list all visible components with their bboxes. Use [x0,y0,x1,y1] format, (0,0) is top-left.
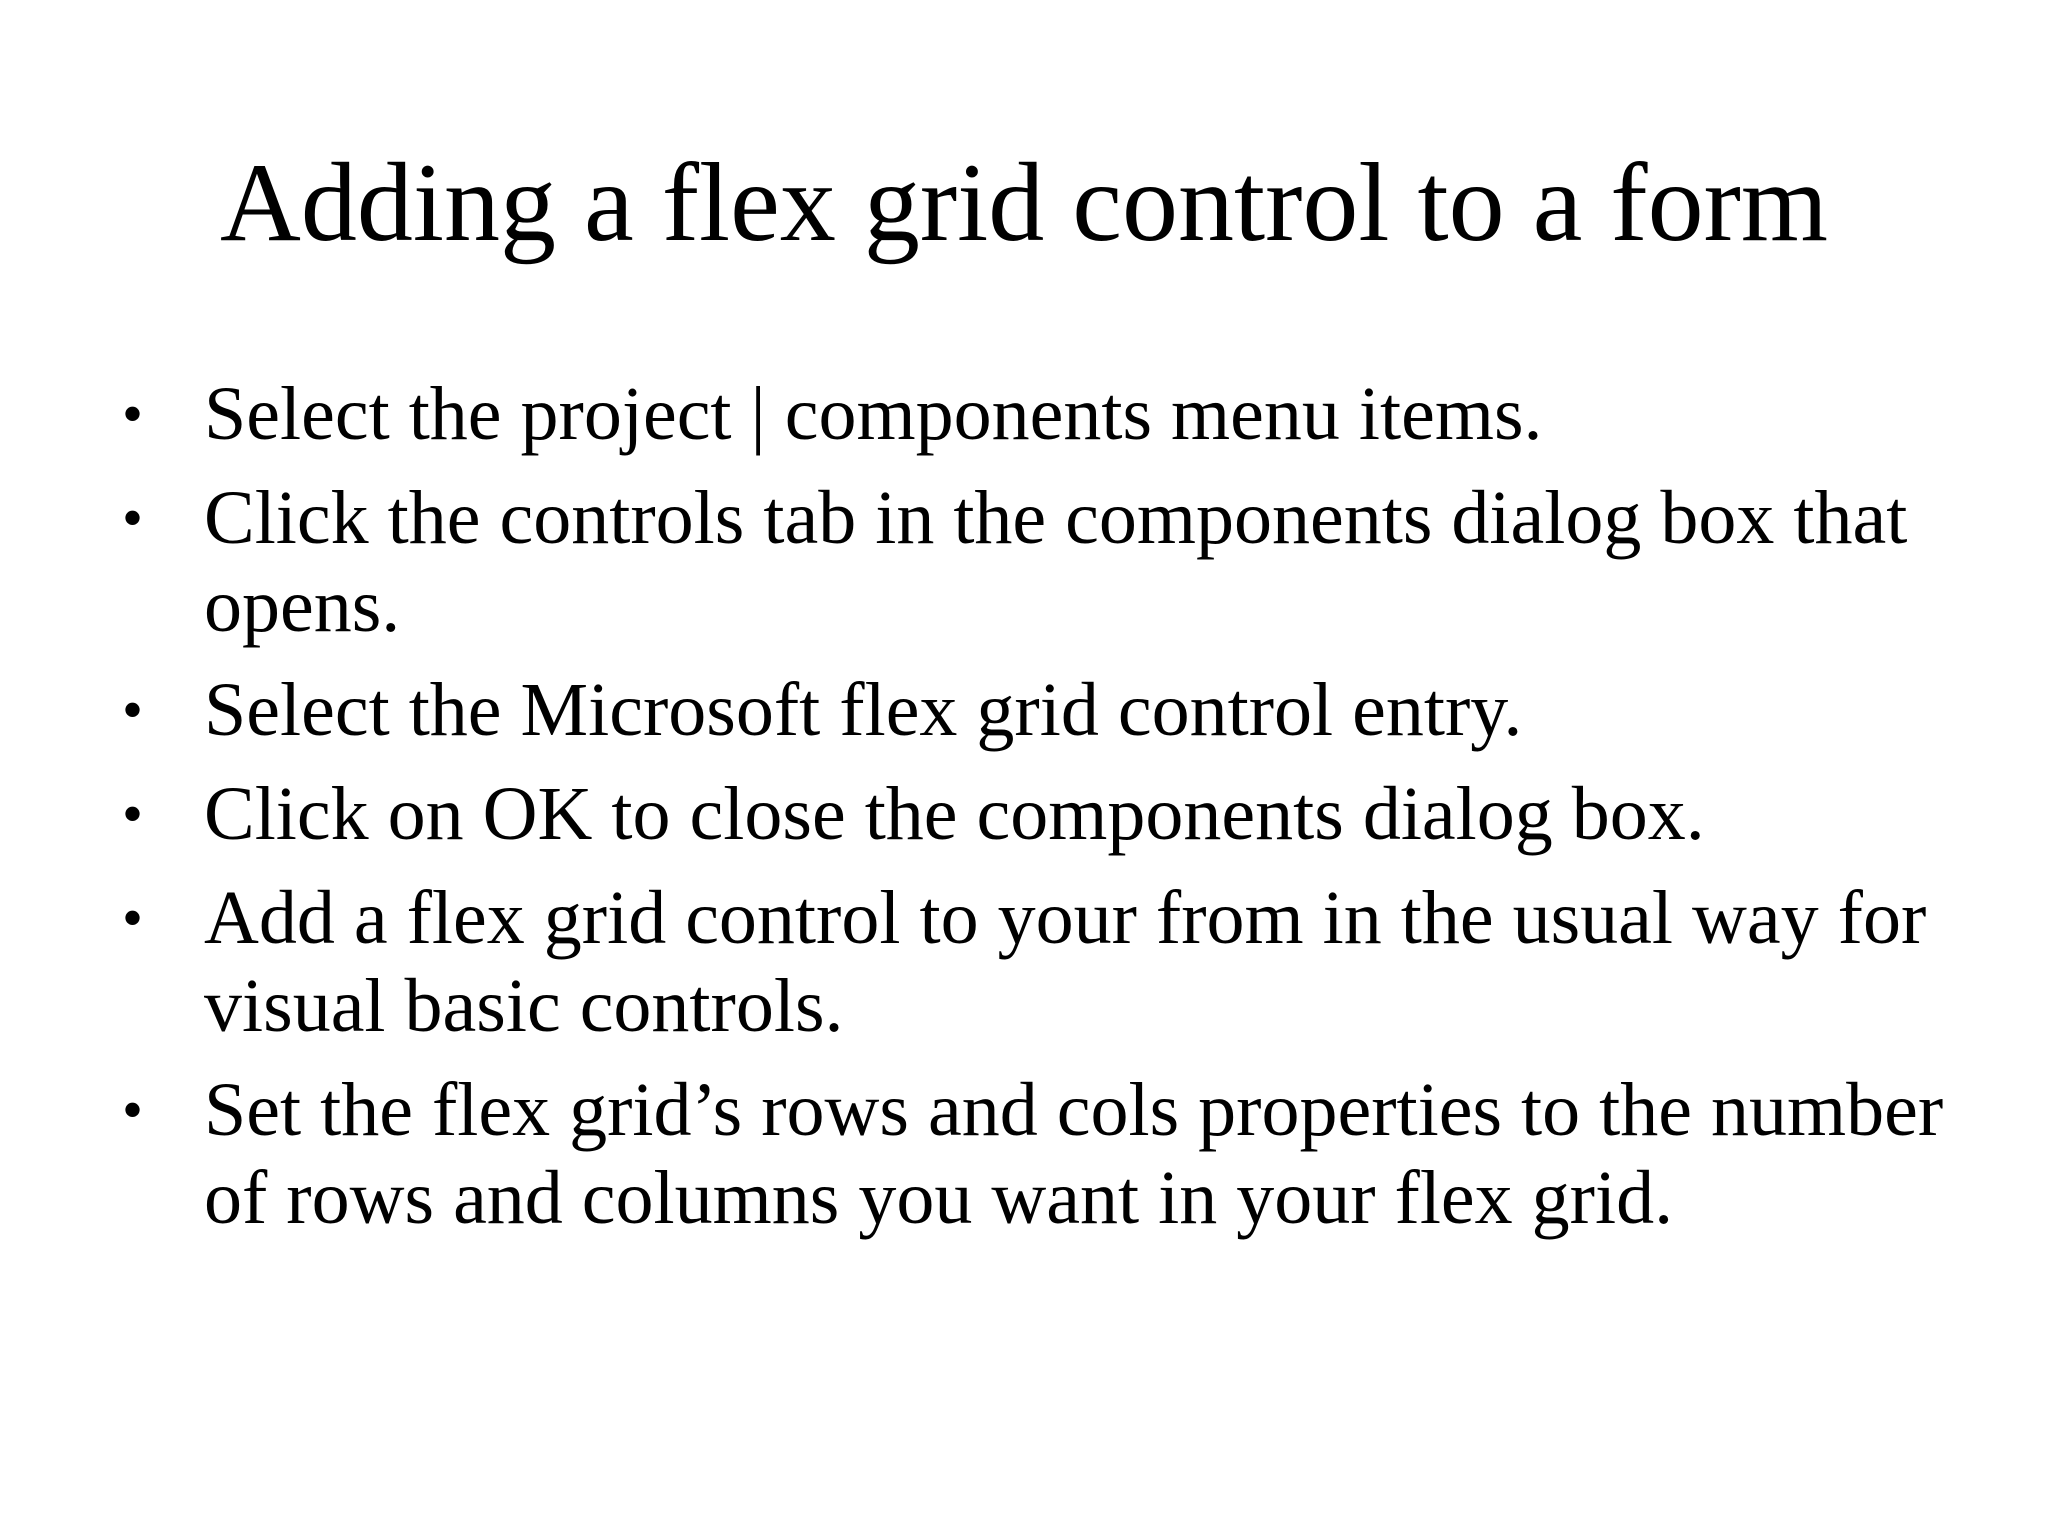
bullet-item [118,474,1958,650]
bullet-item [118,770,1958,858]
bullet-point-icon: • [122,781,144,847]
bullet-text: Set the flex grid’s rows and cols properties to the number of rows and columns you want in your flex grid. [204,1068,1944,1240]
bullet-point-icon: • [122,381,144,447]
bullet-item [118,874,1958,1050]
bullet-item [118,370,1958,458]
bullet-point-icon: • [122,1077,144,1143]
bullet-text: Add a flex grid control to your from in the usual way for visual basic controls. [204,876,1927,1048]
bullet-text: Click on OK to close the components dialog box. [204,772,1705,856]
bullet-text: Click the controls tab in the components dialog box that opens. [204,476,1908,648]
bullet-text: Select the project | components menu items. [204,372,1543,456]
bullet-item [118,666,1958,754]
bullet-point-icon: • [122,677,144,743]
bullet-text: Select the Microsoft flex grid control entry. [204,668,1523,752]
bullet-list [118,370,1958,1258]
slide-title: Adding a flex grid control to a form [219,141,1829,265]
bullet-point-icon: • [122,485,144,551]
bullet-point-icon: • [122,885,144,951]
bullet-item [118,1066,1958,1242]
